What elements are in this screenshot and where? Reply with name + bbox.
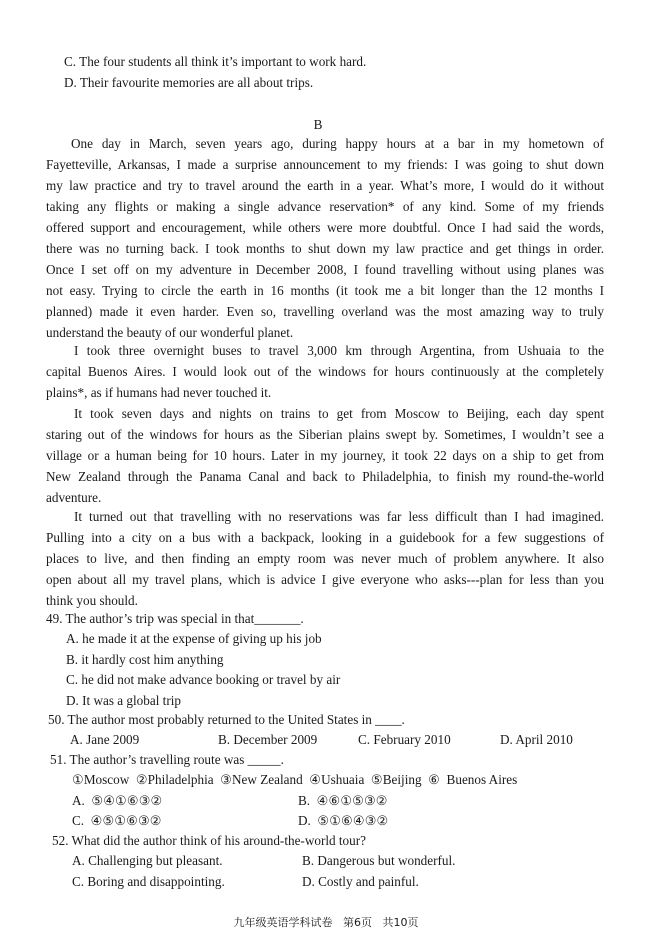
option-b: B. it hardly cost him anything	[66, 652, 224, 667]
question-stem: 49. The author’s trip was special in that_______.	[46, 611, 304, 626]
passage-line: understand the beauty of our wonderful planet.	[46, 325, 294, 340]
option-d: D. ⑤①⑥④③②	[298, 813, 389, 828]
prev-option-d: D. Their favourite memories are all about trips.	[64, 75, 314, 90]
option-d: D. It was a global trip	[66, 693, 181, 708]
question-stem: 51. The author’s travelling route was _____.	[50, 752, 284, 767]
passage-line: Fayetteville, Arkansas, I made a surprise announcement to my friends: I was going to shut down	[46, 157, 604, 172]
passage-line: open about all my travel plans, which is advice I give everyone who asks---plan for less than you	[46, 572, 604, 587]
passage-line: New Zealand through the Panama Canal and back to Philadelphia, to finish my round-the-world	[46, 469, 604, 484]
passage-line: Once I set off on my adventure in December 2008, I found travelling without using planes was	[46, 262, 604, 277]
option-a: A. ⑤④①⑥③②	[72, 793, 163, 808]
passage-line: staring out of the windows for hours as the Siberian plains swept by. Sometimes, I wouldn’t see a	[46, 427, 604, 442]
passage-line: my law practice and try to travel around the earth in a year. What’s more, I would do it without	[46, 178, 604, 193]
passage-line: think you should.	[46, 593, 138, 608]
option-c: C. he did not make advance booking or travel by air	[66, 672, 341, 687]
option-a: A. he made it at the expense of giving up his job	[66, 631, 322, 646]
passage-line: One day in March, seven years ago, during happy hours at a bar in my hometown of	[71, 136, 604, 151]
option-a: A. Challenging but pleasant.	[72, 853, 223, 868]
option-d: D. Costly and painful.	[302, 874, 419, 889]
question-stem: 50. The author most probably returned to the United States in ____.	[48, 712, 405, 727]
option-b: B. Dangerous but wonderful.	[302, 853, 456, 868]
passage-line: capital Buenos Aires. I would look out of the windows for hours continuously at the completely	[46, 364, 604, 379]
option-d: D. April 2010	[500, 732, 573, 747]
passage-line: there was no turning back. I took months to shut down my law practice and get things in order.	[46, 241, 604, 256]
passage-line: taking any flights or making a single advance reservation* of any kind. Some of my friends	[46, 199, 604, 214]
option-b: B. December 2009	[218, 732, 318, 747]
passage-line: places to live, and then finding an empty room was never much of problem anywhere. It also	[46, 551, 604, 566]
passage-line: offered support and encouragement, while others were more doubtful. Once I had said the words,	[46, 220, 604, 235]
prev-option-c: C. The four students all think it’s important to work hard.	[64, 54, 367, 69]
passage-line: I took three overnight buses to travel 3,000 km through Argentina, from Ushuaia to the	[74, 343, 604, 358]
passage-line: village or a human being for 10 hours. Later in my journey, it took 22 days on a ship to get from	[46, 448, 604, 463]
option-c: C. Boring and disappointing.	[72, 874, 225, 889]
passage-line: adventure.	[46, 490, 102, 505]
passage-line: planned) made it even harder. Even so, travelling overland was the most amazing way to truly	[46, 304, 604, 319]
option-b: B. ④⑥①⑤③②	[298, 793, 388, 808]
option-c: C. ④⑤①⑥③②	[72, 813, 162, 828]
question-stem: 52. What did the author think of his around-the-world tour?	[52, 833, 366, 848]
passage-line: Pulling into a city on a bus with a backpack, looking in a guidebook for a few suggestions of	[46, 530, 604, 545]
passage-line: not easy. Trying to circle the earth in 16 months (it took me a bit longer than the 12 months I	[46, 283, 604, 298]
section-label: B	[313, 117, 323, 132]
passage-line: It took seven days and nights on trains to get from Moscow to Beijing, each day spent	[74, 406, 604, 421]
option-c: C. February 2010	[358, 732, 451, 747]
route-items: ①Moscow ②Philadelphia ③New Zealand ④Ushuaia ⑤Beijing ⑥ Buenos Aires	[72, 772, 518, 787]
option-a: A. Jane 2009	[70, 732, 140, 747]
passage-line: It turned out that travelling with no reservations was far less difficult than I had imagined.	[74, 509, 604, 524]
passage-line: plains*, as if humans had never touched it.	[46, 385, 272, 400]
page-footer: 九年级英语学科试卷 第6页 共10页	[233, 916, 419, 929]
